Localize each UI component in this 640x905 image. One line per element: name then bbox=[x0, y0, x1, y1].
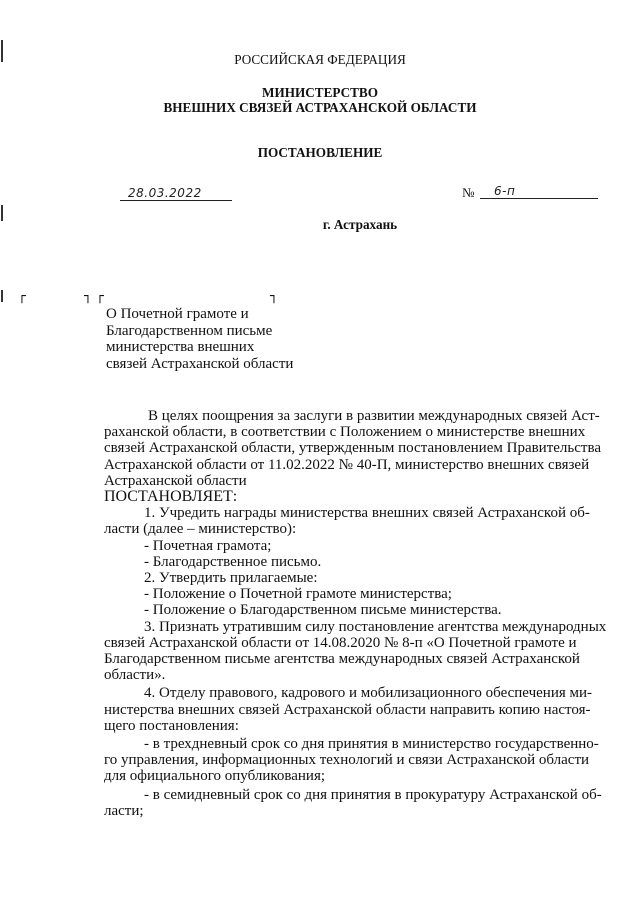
body-line: связей Астраханской области, утвержденным постановлением Правительства bbox=[104, 440, 601, 457]
body-line: - в семидневный срок со дня принятия в прокуратуру Астраханской об- bbox=[144, 786, 602, 803]
ministry-line-2: ВНЕШНИХ СВЯЗЕЙ АСТРАХАНСКОЙ ОБЛАСТИ bbox=[163, 100, 477, 115]
corner-bracket-icon: ┐ bbox=[84, 289, 92, 304]
city: г. Астрахань bbox=[322, 217, 398, 232]
body-line: области». bbox=[104, 667, 166, 684]
list-item: - Почетная грамота; bbox=[144, 537, 272, 554]
date-handwritten: 28.03.2022 bbox=[128, 186, 202, 200]
number-field bbox=[480, 184, 598, 199]
title-line: министерства внешних bbox=[106, 339, 255, 355]
date-underline bbox=[120, 200, 232, 201]
title-line: Благодарственном письме bbox=[106, 322, 273, 339]
body-line: Астраханской области от 11.02.2022 № 40-П, министерство внешних связей bbox=[104, 456, 590, 473]
ministry-line-1: МИНИСТЕРСТВО bbox=[262, 85, 378, 100]
body-line: ласти (далее – министерство): bbox=[104, 521, 297, 538]
body-line: 1. Учредить награды министерства внешних связей Астраханской об- bbox=[144, 505, 590, 522]
document-type: ПОСТАНОВЛЕНИЕ bbox=[257, 145, 383, 160]
body-line: нистерства внешних связей Астраханской области направить копию настоя- bbox=[104, 701, 591, 718]
body-line: - в трехдневный срок со дня принятия в министерство государственно- bbox=[144, 736, 599, 753]
corner-bracket-icon: ┌ bbox=[18, 289, 26, 304]
body-line: раханской области, в соответствии с Положением о министерстве внешних bbox=[104, 424, 586, 441]
body-line: го управления, информационных технологий и связи Астраханской области bbox=[104, 752, 590, 769]
body-line: 4. Отделу правового, кадрового и мобилизационного обеспечения ми- bbox=[144, 685, 593, 702]
document-body bbox=[104, 408, 612, 819]
corner-bracket-icon: ┐ bbox=[270, 289, 278, 304]
scan-margin-mark bbox=[1, 205, 3, 221]
body-line: Астраханской области bbox=[104, 472, 247, 489]
body-line: для официального опубликования; bbox=[104, 768, 326, 785]
body-line: Благодарственном письме агентства международных связей Астраханской bbox=[104, 651, 580, 668]
document-title bbox=[106, 306, 293, 372]
body-line: ласти; bbox=[104, 802, 144, 819]
body-line: связей Астраханской области от 14.08.2020 № 8-п «О Почетной грамоте и bbox=[104, 634, 577, 651]
corner-bracket-icon: ┌ bbox=[96, 289, 104, 304]
resolves-heading: ПОСТАНОВЛЯЕТ: bbox=[104, 488, 238, 506]
number-handwritten: 6-п bbox=[494, 184, 516, 198]
title-line: О Почетной грамоте и bbox=[106, 306, 249, 322]
body-line: щего постановления: bbox=[104, 717, 239, 734]
number-underline bbox=[480, 198, 598, 199]
list-item: - Положение о Благодарственном письме министерства. bbox=[144, 602, 502, 619]
date-field bbox=[120, 186, 232, 201]
title-line: связей Астраханской области bbox=[106, 355, 294, 372]
body-line: 3. Признать утратившим силу постановление агентства международных bbox=[144, 618, 607, 635]
country-name: РОССИЙСКАЯ ФЕДЕРАЦИЯ bbox=[234, 52, 406, 67]
list-item: - Благодарственное письмо. bbox=[144, 553, 322, 570]
body-line: 2. Утвердить прилагаемые: bbox=[144, 570, 318, 587]
number-label: № bbox=[462, 185, 475, 200]
list-item: - Положение о Почетной грамоте министерства; bbox=[144, 586, 452, 603]
scan-margin-mark bbox=[1, 290, 3, 302]
body-line: В целях поощрения за заслуги в развитии международных связей Аст- bbox=[148, 408, 600, 424]
